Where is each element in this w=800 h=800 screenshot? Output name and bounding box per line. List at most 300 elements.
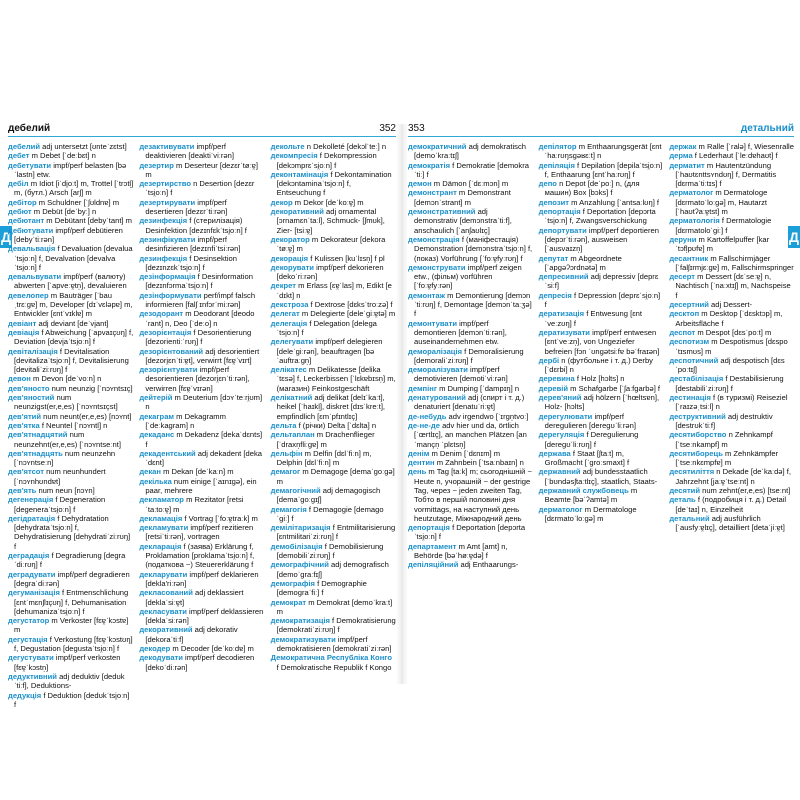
entry-headword: дерматологія	[669, 216, 720, 226]
dictionary-entry	[271, 421, 396, 430]
entry-definition: f Entmenschlichung [ɛntˈmɛnʃlɪçʊŋ] f, Dehumanisation [dehumanizaˈtsi̯oːn] f	[14, 588, 129, 616]
dictionary-entry	[669, 430, 794, 449]
dictionary-column	[271, 142, 396, 687]
entry-headword: деструктивний	[669, 411, 726, 421]
dictionary-entry	[408, 523, 533, 542]
dictionary-entry	[8, 412, 133, 421]
dictionary-column	[539, 142, 664, 687]
left-page-header	[8, 124, 396, 137]
entry-headword: дельфін	[270, 448, 303, 458]
entry-headword: демонстрант	[408, 188, 457, 198]
dictionary-entry	[669, 216, 794, 235]
entry-headword: дев'ятнадцятий	[8, 430, 68, 440]
entry-definition: adj ornamental [ɔrnamɛnˈtaːl], Schmuck- [ʃmʊk], Zier- [tsiːɐ̯]	[276, 207, 385, 235]
entry-definition: f Demobilisierung [demobiliˈziːrʊŋ] f	[276, 541, 384, 561]
right-guide-word: детальний	[740, 123, 794, 134]
dictionary-entry	[139, 653, 264, 672]
entry-definition: m Dekan [deˈkaːn] m	[160, 467, 234, 477]
entry-headword: девальвувати	[8, 272, 62, 282]
entry-definition: m Idiot [iˈdi̯oːt] m, Trottel [ˈtrɔtl̩] m, (бутл.) Arsch [arʃ] m	[14, 179, 134, 198]
dictionary-entry	[271, 198, 396, 207]
entry-headword: дельта	[270, 420, 297, 430]
entry-definition: impf/perf rezitieren [retsiˈtiːrən], vortragen	[145, 523, 254, 542]
entry-headword: денатурований	[408, 393, 466, 403]
entry-definition: impf/perf debütieren [debyˈtiːrən]	[14, 225, 123, 244]
entry-definition: impf/perf demokratisieren [demokratiˈziːrən]	[276, 634, 392, 654]
left-page	[8, 123, 396, 709]
entry-definition: f Depilation [depilaˈtsi̯oːn] f, Enthaarung [ɛntˈhaːrʊŋ] f	[544, 160, 663, 179]
dictionary-entry	[669, 495, 794, 514]
entry-headword: десятиліття	[669, 467, 715, 477]
entry-headword: дезорієнтувати	[139, 365, 198, 375]
entry-headword: деградація	[8, 551, 50, 561]
entry-headword: дебет	[8, 151, 30, 161]
dictionary-entry	[408, 421, 533, 449]
entry-headword: деградувати	[8, 569, 56, 579]
dictionary-entry	[669, 328, 794, 337]
entry-headword: дедуктивний	[8, 671, 57, 681]
entry-headword: делегувати	[270, 337, 314, 347]
dictionary-entry	[408, 467, 533, 523]
dictionary-entry	[669, 142, 794, 151]
entry-definition: impf/perf deportieren [depɔrˈtiːrən], ausweisen [ˈausvaɪzn̩]	[544, 225, 659, 254]
entry-headword: дезинфікувати	[139, 234, 196, 244]
dictionary-entry	[271, 449, 396, 468]
entry-definition: impf/perf dekorieren [dekoˈriːrən]	[276, 262, 384, 282]
entry-definition: f Neuntel [ˈnɔʏntl̩] n	[39, 420, 108, 430]
entry-definition: m Dämon [ˈdɛːmɔn] m	[431, 179, 509, 189]
entry-definition: f Lederhaut [ˈleːdɐhaʊt] f	[692, 151, 778, 161]
entry-definition: impf/perf zeigen etw., (фільм) vorführen [ˈfoːɐ̯fyːrən]	[414, 262, 522, 291]
entry-headword: дегуманізація	[8, 588, 60, 598]
entry-definition: m Dekadenz [dekaˈdɛnts] f	[145, 430, 263, 449]
entry-definition: m Rezitator [retsiˈtaːtoːɐ̯] m	[145, 495, 244, 514]
entry-definition: f Demographie [demograˈfiː] f	[276, 578, 367, 598]
dictionary-entry	[539, 486, 664, 505]
entry-definition: f Kulissen [kuˈlɪsn̩] f pl	[308, 253, 385, 263]
dictionary-entry	[271, 598, 396, 617]
dictionary-entry	[539, 328, 664, 356]
entry-definition: impf/perf deklassieren [deklaˈsiːrən]	[145, 606, 264, 626]
dictionary-entry	[669, 151, 794, 160]
entry-definition: m Schafgarbe [ˈʃaːfgarbə] f	[568, 383, 661, 393]
dictionary-entry	[139, 625, 264, 644]
entry-headword: дерма	[669, 151, 693, 161]
dictionary-entry	[271, 505, 396, 524]
entry-definition: adj demografisch [demoˈgraːfɪʃ]	[276, 560, 389, 579]
entry-headword: декоративний	[139, 625, 193, 635]
entry-definition: m Debütant [debyˈtant] m	[44, 216, 132, 226]
dictionary-entry	[8, 588, 133, 616]
entry-definition: f Demokratisierung [demokratiˈziːrʊŋ] f	[276, 616, 396, 635]
entry-headword: деревій	[538, 383, 569, 393]
dictionary-entry	[271, 207, 396, 235]
right-thumb-tab: Д	[788, 226, 800, 248]
dictionary-entry	[271, 235, 396, 254]
entry-headword: департамент	[408, 541, 457, 551]
entry-headword: демократизація	[270, 616, 330, 626]
entry-headword: депортація	[538, 207, 581, 217]
entry-definition: f Entmilitarisierung [ɛntmilitariˈziːrʊŋ] f	[276, 523, 396, 542]
entry-headword: деморалізувати	[408, 365, 468, 375]
dictionary-entry	[271, 151, 396, 170]
dictionary-entry	[8, 393, 133, 412]
entry-definition: m Schuldner [ˈʃʊldnɐ] m	[36, 197, 120, 207]
entry-headword: державний	[538, 467, 581, 477]
dictionary-entry	[8, 653, 133, 672]
dictionary-entry	[408, 179, 533, 188]
dictionary-entry	[8, 151, 133, 160]
entry-headword: девіант	[8, 318, 37, 328]
dictionary-entry	[139, 347, 264, 366]
entry-headword: декан	[139, 467, 161, 477]
entry-headword: демократія	[408, 160, 451, 170]
dictionary-entry	[539, 449, 664, 468]
dictionary-entry	[669, 412, 794, 431]
dictionary-entry	[408, 161, 533, 180]
entry-headword: деспотизм	[669, 337, 710, 347]
dictionary-entry	[8, 467, 133, 486]
dictionary-entry	[271, 337, 396, 365]
entry-headword: дебелий	[8, 142, 41, 151]
dictionary-entry	[271, 653, 396, 672]
entry-definition: f (річки) Delta [ˈdɛlta] n	[296, 420, 377, 430]
dictionary-entry	[539, 291, 664, 310]
dictionary-entry	[408, 188, 533, 207]
dictionary-entry	[539, 254, 664, 273]
entry-definition: f Desinformation [dezɪnfɔrmaˈtsi̯oːn] f	[145, 272, 253, 291]
dictionary-entry	[139, 542, 264, 570]
entry-headword: детальний	[669, 513, 710, 523]
entry-headword: демонтаж	[408, 290, 446, 300]
book-gutter	[396, 124, 408, 684]
entry-headword: декілька	[139, 476, 172, 486]
entry-headword: демагог	[270, 467, 301, 477]
dictionary-entry	[139, 179, 264, 198]
entry-definition: impf/perf (валюту) abwerten [ˈapveːɐ̯tn̩], devaluieren	[14, 272, 127, 291]
entry-definition: impf/perf deklarieren [dekla'riːrən]	[145, 569, 259, 588]
entry-headword: дев'яносто	[8, 383, 50, 393]
entry-definition: impf/perf desorientieren [dezori̯ɛnˈtiːrən], verwirren [fɛɐ̯ˈvɪrən]	[145, 365, 250, 393]
entry-headword: декласований	[139, 588, 193, 598]
entry-headword: декларувати	[139, 569, 188, 579]
entry-headword: дезактивувати	[139, 142, 195, 151]
entry-headword: дезертир	[139, 160, 174, 170]
dictionary-entry	[8, 161, 133, 180]
dictionary-entry	[408, 449, 533, 458]
entry-definition: n Dekolleté [dekɔlˈteː] n	[304, 142, 387, 151]
entry-headword: дедукція	[8, 690, 42, 700]
entry-definition: m Despotismus [dɛspoˈtɪsmʊs] m	[675, 337, 788, 356]
entry-headword: дебіл	[8, 179, 29, 189]
entry-definition: m Deuterium [dɔʏˈteːri̯ʊm] n	[145, 393, 263, 412]
entry-definition: m Beamte [bəˈʔamtə] m	[544, 485, 638, 505]
dictionary-entry	[8, 179, 133, 198]
entry-definition: m Decoder [deˈkoːdɐ] m	[170, 644, 254, 654]
entry-headword: дератизація	[538, 309, 585, 319]
entry-headword: депресивний	[538, 272, 589, 282]
entry-definition: f Devitalisation [devitalizaˈtsi̯oːn] f, Devitalisierung [devitaliˈziːrʊŋ] f	[14, 346, 129, 375]
entry-definition: m Demonstrant [demɔnˈstrant] m	[414, 188, 511, 207]
dictionary-entry	[139, 523, 264, 542]
entry-definition: adj ausführlich [ˈausfyːɐ̯lɪç], detailliert [detaˈjiːɐ̯t]	[675, 513, 785, 533]
entry-definition: m Deodorant [deodoˈrant] n, Deo [ˈdeːo] n	[145, 309, 255, 328]
entry-headword: десятиборство	[669, 430, 727, 440]
entry-definition: f (маніфестація) Demonstration [demɔnstraˈtsi̯oːn] f, (показ) Vorführung [ˈfoːɐ̯fyːrʊŋ] f	[414, 234, 533, 263]
dictionary-entry	[669, 356, 794, 375]
dictionary-entry	[271, 319, 396, 338]
entry-headword: дев'ять	[8, 485, 37, 495]
entry-headword: держава	[538, 448, 571, 458]
dictionary-entry	[271, 635, 396, 654]
entry-definition: m Delegierte [deleˈgiːɐ̯tə] m	[299, 309, 396, 319]
dictionary-entry	[271, 142, 396, 151]
dictionary-entry	[271, 309, 396, 318]
entry-definition: f Deportation [depɔrtaˈtsi̯oːn] f	[414, 523, 526, 542]
entry-headword: девелопер	[8, 290, 49, 300]
entry-headword: дезертирувати	[139, 197, 196, 207]
dictionary-entry	[669, 514, 794, 533]
entry-definition: m Dermatologe [dɛrmatoˈloːgə] m, Hautarzt [ˈhaʊtʔaːɐ̯tst] m	[675, 188, 768, 217]
entry-definition: m Drachenflieger [ˈdraxn̩fliːgɐ] m	[276, 430, 375, 449]
entry-definition: m Verkoster [fɛɐ̯ˈkɔstɐ] m	[14, 616, 129, 635]
entry-definition: impf/perf degradieren [degraˈdiːrən]	[14, 569, 130, 588]
entry-headword: демографічний	[270, 560, 329, 570]
entry-definition: f Devaluation [devaluaˈtsi̯oːn] f, Devalvation [devalvaˈtsi̯oːn] f	[14, 244, 133, 272]
entry-headword: девіталізація	[8, 346, 58, 356]
entry-headword: дегустація	[8, 634, 48, 644]
entry-headword: декольте	[270, 142, 305, 151]
entry-definition: adj dekadent [dekaˈdɛnt]	[145, 448, 262, 468]
dictionary-entry	[539, 374, 664, 383]
entry-headword: демагогія	[270, 504, 307, 514]
entry-headword: девіація	[8, 327, 40, 337]
dictionary-entry	[139, 449, 264, 468]
dictionary-entry	[669, 374, 794, 393]
entry-headword: дерматолог	[538, 504, 583, 514]
dictionary-entry	[8, 226, 133, 245]
dictionary-entry	[271, 560, 396, 579]
dictionary-entry	[8, 551, 133, 570]
entry-headword: демобілізація	[270, 541, 323, 551]
entry-headword: декаграм	[139, 411, 175, 421]
dictionary-entry	[408, 393, 533, 412]
entry-definition: f Degeneration [degeneraˈtsi̯oːn] f	[14, 495, 106, 514]
dictionary-entry	[8, 616, 133, 635]
dictionary-entry	[408, 458, 533, 467]
entry-definition: n (футбольне і т. д.) Derby [ˈdɛrbi] n	[544, 355, 653, 375]
entry-definition: f Demokratie [demokraˈtiː] f	[414, 160, 529, 179]
dictionary-entry	[8, 430, 133, 449]
entry-definition: adj demokratisch [demoˈkraːtɪʃ]	[414, 142, 526, 161]
entry-headword: дебітор	[8, 197, 37, 207]
entry-headword: дербі	[538, 355, 560, 365]
entry-definition: impf/perf demotivieren [demotiˈviːrən]	[414, 365, 508, 384]
entry-definition: f Delegation [delegaˈtsi̯oːn] f	[276, 318, 377, 337]
entry-headword: дебютувати	[8, 225, 54, 235]
entry-definition: adj bundesstaatlich [ˈbʊndəsʃtaːtlɪç], staatlich, Staats-	[544, 467, 658, 486]
entry-definition: f Abweichung [ˈapvaɪçʊŋ] f, Deviation [devi̯aˈtsi̯oːn] f	[14, 327, 134, 347]
entry-headword: дерегулювати	[538, 411, 593, 421]
entry-definition: m Dekorateur [dekoraˈtøːɐ̯] m	[276, 234, 386, 254]
dictionary-column	[669, 142, 794, 687]
dictionary-entry	[271, 616, 396, 635]
entry-definition: num einige [ˈaɪnɪgə], ein paar, mehrere	[145, 476, 257, 495]
dictionary-entry	[8, 570, 133, 589]
entry-definition: m Fallschirmjäger [ˈfalʃɪrmjɛːgɐ] m, Fallschirmspringer	[675, 253, 794, 272]
entry-definition: adj deklassiert [deklaˈsiːɐ̯t]	[145, 588, 244, 607]
dictionary-entry	[139, 393, 264, 412]
entry-definition: m Enthaarungsgerät [ɛntˈhaːrʊŋsgəʁɛːt] n	[544, 142, 662, 161]
entry-definition: f (заява) Erklärung f, Proklamation [proklamaˈtsi̯oːn] f, (податкова ~) Steuererklärung f	[145, 541, 255, 570]
entry-definition: adj deviant [deˈvi̯ant]	[36, 318, 109, 328]
dictionary-entry	[8, 691, 133, 710]
dictionary-entry	[271, 486, 396, 505]
entry-headword: деталь	[669, 495, 696, 505]
dictionary-entry	[139, 588, 264, 607]
entry-definition: n Dekade [deˈkaːdə] f, Jahrzehnt [jaːɐ̯ˈtseːnt] n	[675, 467, 791, 486]
entry-definition: m Dermatologe [dɛrmatoˈloːgə] m	[544, 504, 637, 523]
dictionary-entry	[271, 263, 396, 282]
entry-definition: m Delikatesse [delikaˈtɛsə] f, Leckerbissen [ˈlɛkɐbɪsn̩] m, (магазин) Feinkostgeschäft	[276, 365, 396, 393]
dictionary-entry	[139, 607, 264, 626]
entry-definition: f Dekontamination [dekɔntaminaˈtsi̯oːn] f, Entseuchung f	[276, 169, 392, 198]
dictionary-entry	[408, 291, 533, 319]
dictionary-entry	[139, 477, 264, 496]
dictionary-entry	[139, 198, 264, 217]
dictionary-entry	[8, 319, 133, 328]
entry-headword: дератизувати	[538, 327, 590, 337]
entry-definition: f Vortrag [ˈfoːɐ̯traːk] m	[182, 513, 258, 523]
entry-definition: f Destabilisierung [destabiliˈziːrʊŋ] f	[675, 374, 784, 393]
entry-headword: дезодорант	[139, 309, 184, 319]
left-page-number: 352	[379, 123, 396, 134]
entry-definition: num neun [nɔʏn]	[36, 485, 95, 495]
entry-definition: num neunzigst(er,e,es) [ˈnɔʏntsɪçst]	[14, 393, 118, 412]
entry-headword: дегідратація	[8, 513, 56, 523]
dictionary-entry	[8, 635, 133, 654]
left-guide-word: дебелий	[8, 123, 51, 134]
dictionary-entry	[8, 291, 133, 319]
dictionary-column	[408, 142, 533, 687]
dictionary-entry	[539, 142, 664, 161]
dictionary-entry	[271, 300, 396, 309]
dictionary-entry	[8, 486, 133, 495]
entry-definition: num neunt(er,e,es) [nɔʏnt]	[41, 411, 132, 421]
entry-definition: m Devon [deˈvoːn] n	[30, 374, 102, 384]
entry-headword: дезинфекція	[139, 216, 188, 226]
entry-headword: декадентський	[139, 448, 196, 458]
entry-definition: m Demontierung [demɔnˈtiːrʊŋ] f, Demontage [demɔnˈtaːʒə] f	[414, 290, 532, 319]
entry-headword: дев'ятий	[8, 411, 42, 421]
right-page-number: 353	[408, 123, 425, 134]
dictionary-entry	[139, 412, 264, 431]
entry-definition: f Staat [ʃtaːt] m, Großmacht [ˈgroːsmaxt] f	[544, 448, 630, 468]
entry-headword: дельтаплан	[270, 430, 315, 440]
dictionary-entry	[8, 495, 133, 514]
dictionary-column	[139, 142, 264, 687]
dictionary-entry	[408, 542, 533, 561]
right-page-header	[408, 124, 794, 137]
entry-headword: Демократична Республіка Конго	[270, 653, 392, 663]
entry-definition: m Bauträger [ˈbauˌtrɛːgɐ] m, Developer [dɪˈvɛləpɐ] m, Entwickler [ɛntˈvɪklɐ] m	[14, 290, 133, 319]
entry-definition: adj demonstrativ [demɔnstraˈtiːf], anschaulich [ˈanʃaʊlɪç]	[414, 207, 512, 235]
entry-definition: num zehnt(er,e,es) [tseːnt]	[700, 485, 791, 495]
dictionary-entry	[139, 142, 264, 161]
dictionary-entry	[408, 365, 533, 384]
entry-definition: n Zehnkampf [ˈtseːnkampf] m	[675, 430, 773, 449]
dictionary-entry	[669, 300, 794, 309]
entry-headword: демілітаризація	[270, 523, 331, 533]
dictionary-entry	[271, 170, 396, 198]
dictionary-entry	[139, 161, 264, 180]
entry-definition: f Demoralisierung [demoraliˈziːrʊŋ] f	[414, 346, 524, 365]
entry-definition: adj dekorativ [dekoraˈtiːf]	[145, 625, 238, 644]
dictionary-entry	[271, 393, 396, 421]
entry-headword: декламація	[139, 513, 183, 523]
entry-headword: декрет	[270, 281, 296, 291]
dictionary-entry	[139, 235, 264, 254]
entry-headword: декстроза	[270, 300, 309, 310]
dictionary-entry	[139, 644, 264, 653]
dictionary-entry	[139, 272, 264, 291]
entry-definition: m Dekagramm [ˈdeːkagram] n	[145, 411, 226, 430]
entry-headword: дезорієнтація	[139, 327, 192, 337]
dictionary-entry	[539, 430, 664, 449]
entry-headword: держак	[669, 142, 697, 151]
entry-headword: депутат	[538, 253, 569, 263]
dictionary-entry	[8, 142, 133, 151]
entry-headword: дезінформувати	[139, 290, 202, 300]
dictionary-entry	[8, 328, 133, 347]
entry-headword: депілятор	[538, 142, 577, 151]
entry-definition: m Demagoge [demaˈgoːgə] m	[276, 467, 395, 486]
dictionary-entry	[8, 216, 133, 225]
entry-headword: делегація	[270, 318, 308, 328]
dictionary-entry	[669, 235, 794, 254]
entry-headword: державний службовець	[538, 485, 629, 495]
entry-headword: дев'ятнадцять	[8, 448, 63, 458]
entry-headword: де-небудь	[408, 411, 447, 421]
left-thumb-tab: Д	[0, 226, 12, 248]
entry-headword: демонстрація	[408, 234, 460, 244]
dictionary-entry	[408, 560, 533, 569]
dictionary-entry	[271, 365, 396, 393]
entry-headword: деспот	[669, 327, 696, 337]
dictionary-entry	[139, 514, 264, 523]
dictionary-entry	[8, 272, 133, 291]
entry-headword: дегенерація	[8, 495, 54, 505]
entry-headword: декомпресія	[270, 151, 318, 161]
dictionary-entry	[139, 291, 264, 310]
entry-headword: де-не-де	[408, 420, 440, 430]
entry-definition: f Holz [hɔlts] n	[574, 374, 625, 384]
entry-headword: декласувати	[139, 606, 187, 616]
entry-headword: день	[408, 467, 427, 477]
entry-definition: m Desktop [ˈdɛsktɔp] m, Arbeitsfläche f	[675, 309, 783, 328]
dictionary-entry	[271, 430, 396, 449]
entry-headword: депортація	[408, 523, 450, 533]
dictionary-entry	[669, 449, 794, 468]
entry-headword: деревина	[538, 374, 575, 384]
dictionary-entry	[539, 467, 664, 486]
entry-definition: m Zehnkämpfer [ˈtseːnkɛmpfɐ] m	[675, 448, 779, 468]
entry-headword: депортувати	[538, 225, 587, 235]
entry-headword: деконтамінація	[270, 169, 329, 179]
entry-definition: f Dehydratation [dehydrataˈtsi̯oːn] f, Dehydratisierung [dehydratiˈziːrʊŋ] f	[14, 513, 131, 551]
dictionary-entry	[8, 207, 133, 216]
dictionary-entry	[669, 337, 794, 356]
